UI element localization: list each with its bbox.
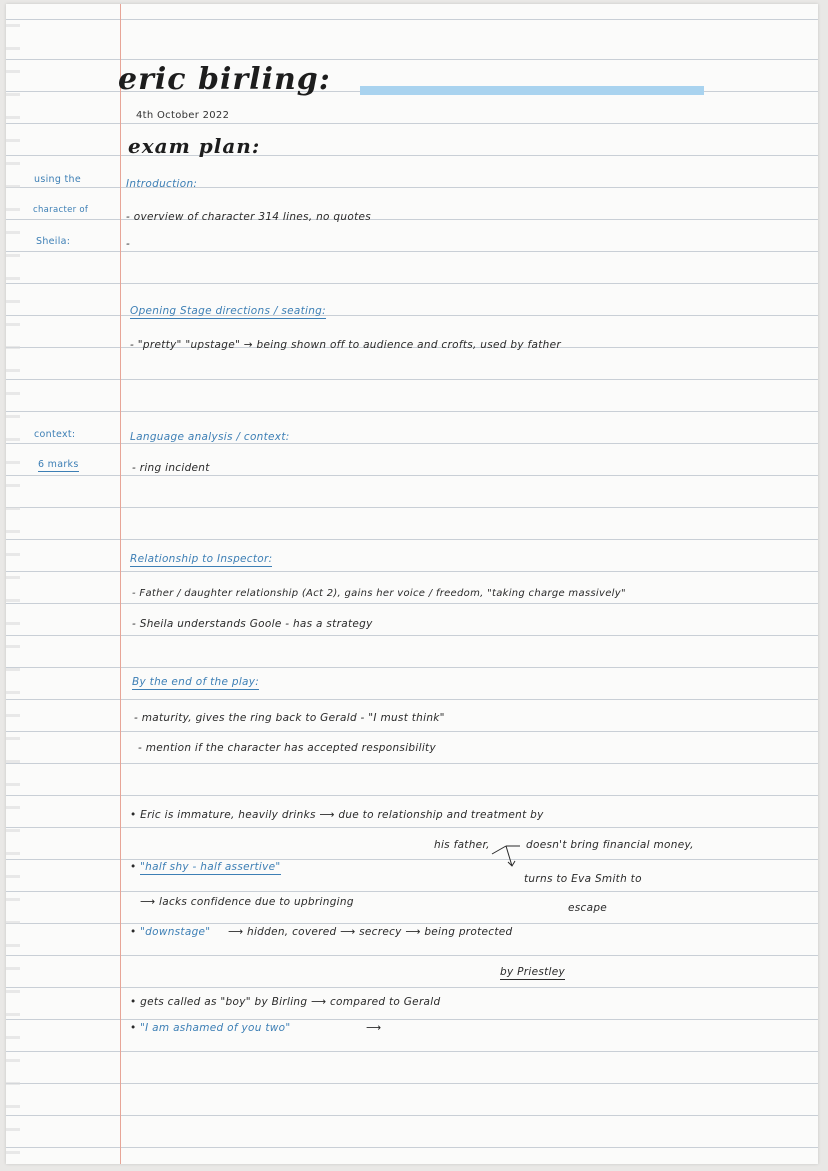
notebook-page (6, 4, 818, 1164)
eric-note-3: ⟶ lacks confidence due to upbringing (140, 896, 354, 908)
margin-note-marks: 6 marks (38, 459, 79, 470)
section-heading-inspector: Relationship to Inspector: (130, 553, 273, 565)
eric-note-6-arrow: ⟶ (366, 1022, 382, 1034)
eric-note-6-bullet: • (130, 1022, 137, 1034)
margin-note-context: context: (34, 429, 76, 440)
eric-note-2-bullet: • (130, 861, 137, 873)
eric-note-5: • gets called as "boy" by Birling ⟶ compared to Gerald (130, 996, 441, 1008)
section-heading-opening: Opening Stage directions / seating: (130, 305, 326, 317)
eric-note-4-quote: "downstage" (140, 926, 211, 938)
eric-note-1d: turns to Eva Smith to (524, 873, 642, 885)
section-heading-introduction: Introduction: (126, 178, 198, 190)
eric-note-6-quote: "I am ashamed of you two" (140, 1022, 291, 1034)
inspector-line-2: - Sheila understands Goole - has a strategy (132, 618, 373, 630)
eric-note-1b: his father, (434, 839, 490, 851)
opening-line-1: - "pretty" "upstage" → being shown off to audience and crofts, used by father (130, 339, 561, 351)
date: 4th October 2022 (136, 110, 230, 121)
eric-note-4-bullet: • (130, 926, 137, 938)
eric-note-1c: doesn't bring financial money, (526, 839, 694, 851)
end-of-play-line-2: - mention if the character has accepted responsibility (138, 742, 436, 754)
margin-note-sheila: Sheila: (36, 236, 71, 247)
subtitle: exam plan: (128, 134, 261, 158)
introduction-line-2: - (126, 238, 131, 250)
section-heading-end-of-play: By the end of the play: (132, 676, 260, 688)
margin-line (120, 4, 121, 1164)
eric-note-4: ⟶ hidden, covered ⟶ secrecy ⟶ being protected (228, 926, 513, 938)
introduction-line-1: - overview of character 314 lines, no quotes (126, 211, 372, 223)
section-heading-language: Language analysis / context: (130, 431, 290, 443)
end-of-play-line-1: - maturity, gives the ring back to Gerald - "I must think" (134, 712, 445, 724)
margin-note-using: using the (34, 174, 81, 185)
title-highlight (360, 86, 704, 95)
branch-arrow-icon (490, 842, 530, 872)
eric-note-2: "half shy - half assertive" (140, 861, 281, 873)
eric-note-1: • Eric is immature, heavily drinks ⟶ due to relationship and treatment by (130, 809, 544, 821)
inspector-line-1: - Father / daughter relationship (Act 2), gains her voice / freedom, "taking charge massively" (132, 588, 626, 599)
eric-note-4b: by Priestley (500, 966, 566, 978)
eric-note-1e: escape (568, 902, 608, 914)
language-line-1: - ring incident (132, 462, 210, 474)
page-title: eric birling: (118, 62, 331, 97)
binding-holes (6, 4, 20, 1164)
margin-note-character: character of (33, 205, 89, 215)
